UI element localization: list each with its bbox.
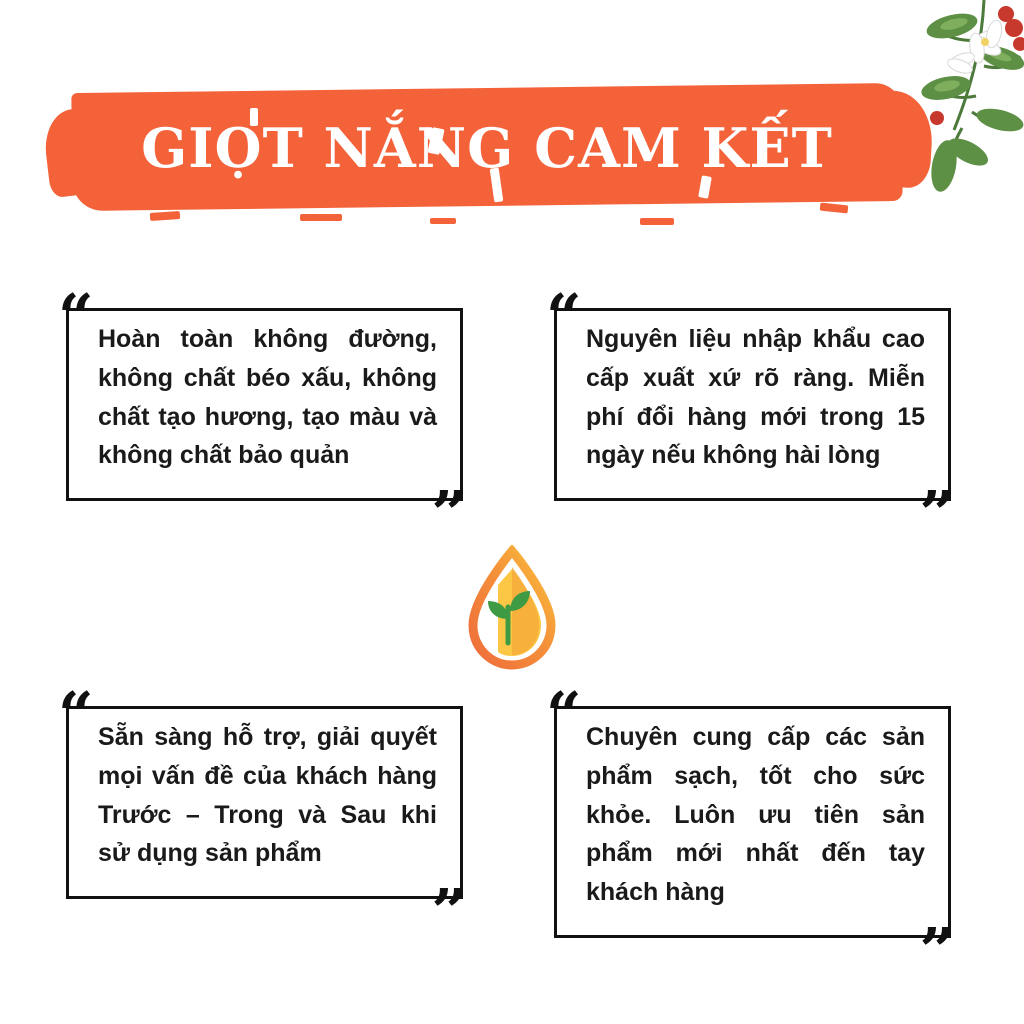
quote-close-icon: ”	[431, 477, 467, 550]
brush-fleck	[86, 180, 110, 186]
quote-close-icon: ”	[919, 913, 955, 987]
commitment-text: Chuyên cung cấp các sản phẩm sạch, tốt cho sức khỏe. Luôn ưu tiên sản phẩm mới nhất đến tay khách hàng	[586, 723, 925, 906]
coffee-branch-icon	[834, 0, 1024, 200]
brush-fleck	[300, 214, 342, 221]
commitment-card	[536, 280, 955, 550]
brush-fleck	[640, 218, 674, 225]
card-content	[48, 678, 467, 948]
brush-fleck	[760, 98, 796, 105]
commitment-card	[48, 280, 467, 550]
quote-open-icon: “	[58, 280, 94, 353]
quote-open-icon: “	[546, 280, 582, 353]
quote-open-icon: “	[546, 678, 582, 751]
commitment-card	[48, 678, 467, 948]
commitment-text: Sẵn sàng hỗ trợ, giải quyết mọi vấn đề của khách hàng Trước – Trong và Sau khi sử dụng sản phẩm	[98, 723, 437, 868]
page-title: GIỌT NẮNG CAM KẾT	[141, 116, 833, 180]
quote-open-icon: “	[58, 678, 94, 751]
card-content	[536, 280, 955, 550]
commitment-text: Hoàn toàn không đường, không chất béo xấu, không chất tạo hương, tạo màu và không chất bảo quản	[98, 325, 437, 470]
brush-fleck	[150, 211, 180, 221]
card-content	[48, 280, 467, 550]
brush-fleck	[560, 92, 590, 98]
commitment-text: Nguyên liệu nhập khẩu cao cấp xuất xứ rõ ràng. Miễn phí đổi hàng mới trong 15 ngày nếu không hài lòng	[586, 325, 925, 470]
quote-close-icon: ”	[919, 477, 955, 550]
brand-logo-icon	[455, 545, 570, 675]
commitment-card	[536, 678, 955, 987]
brush-fleck	[820, 203, 849, 214]
brush-fleck	[430, 218, 456, 224]
card-content	[536, 678, 955, 987]
quote-close-icon: ”	[431, 875, 467, 948]
